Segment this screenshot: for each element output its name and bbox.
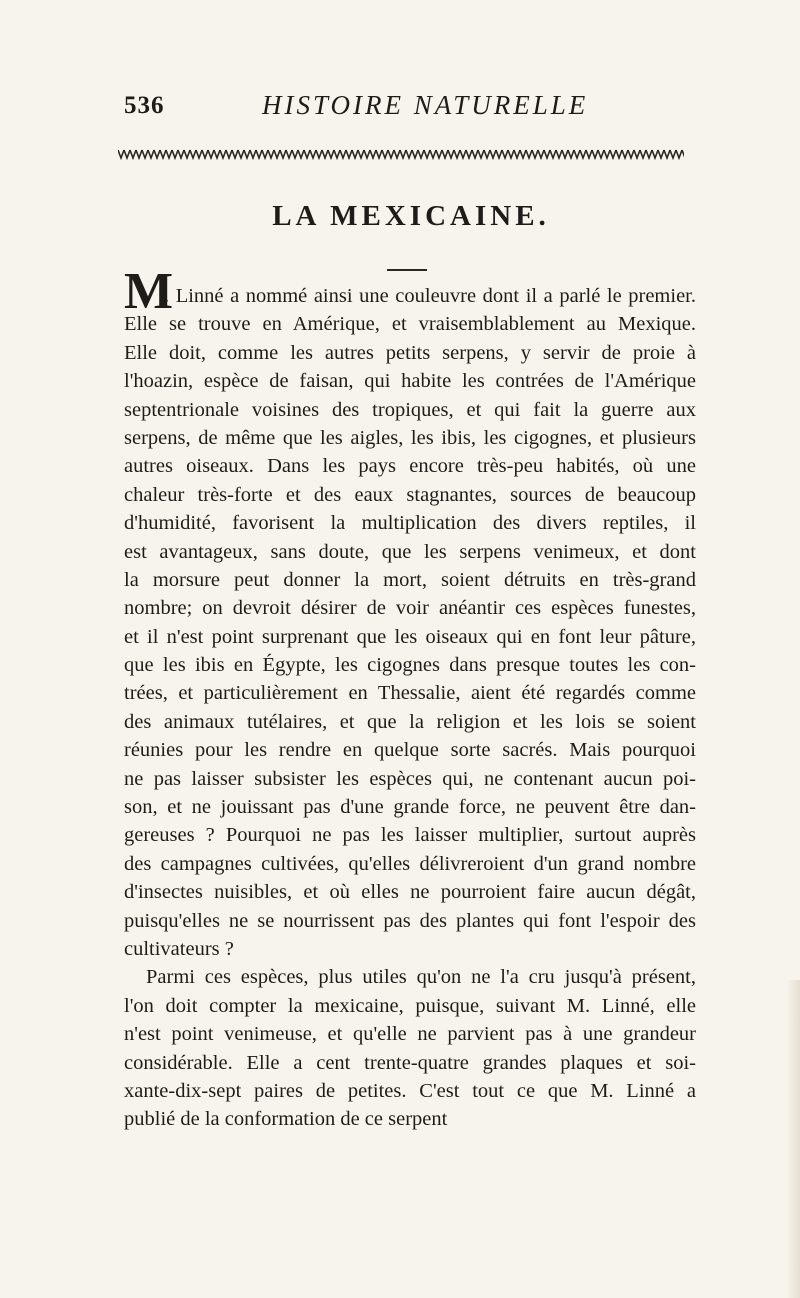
text-line: xante-dix-sept paires de petites. C'est tout ce que M. Linné a	[124, 1079, 696, 1102]
text-line: trées, et particulièrement en Thessalie, aient été regardés comme	[124, 682, 696, 705]
text-line: la morsure peut donner la mort, soient détruits en très-grand	[124, 568, 696, 591]
text-line: des animaux tutélaires, et que la religion et les lois se soient	[124, 710, 696, 733]
article-title: LA MEXICAINE.	[272, 200, 550, 232]
text-line: cultivateurs ?	[124, 937, 234, 960]
text-line: puisqu'elles ne se nourrissent pas des plantes qui font l'espoir des	[124, 909, 696, 932]
page-edge-shadow	[786, 980, 800, 1298]
text-line: n'est point venimeuse, et qu'elle ne parvient pas à une grandeur	[124, 1023, 696, 1046]
text-line: considérable. Elle a cent trente-quatre grandes plaques et soi-	[124, 1051, 696, 1074]
text-line: d'insectes nuisibles, et où elles ne pourroient faire aucun dégât,	[124, 881, 696, 904]
text-line: est avantageux, sans doute, que les serpens venimeux, et dont	[124, 540, 696, 563]
text-line: . Linné a nommé ainsi une couleuvre dont il a parlé le premier.	[164, 285, 696, 307]
running-title: HISTOIRE NATURELLE	[262, 90, 589, 120]
page-number: 536	[124, 92, 165, 119]
text-line: autres oiseaux. Dans les pays encore très-peu habités, où une	[124, 455, 696, 478]
text-line: nombre; on devroit désirer de voir anéantir ces espèces funestes,	[124, 597, 696, 620]
text-line: gereuses ? Pourquoi ne pas les laisser multiplier, surtout auprès	[124, 824, 696, 847]
title-underline	[387, 269, 427, 271]
text-line: Parmi ces espèces, plus utiles qu'on ne l'a cru jusqu'à présent,	[146, 966, 696, 989]
text-line: ne pas laisser subsister les espèces qui, ne contenant aucun poi-	[124, 767, 696, 790]
text-line: et il n'est point surprenant que les oiseaux qui en font leur pâture,	[124, 625, 696, 648]
body-text	[124, 282, 696, 1134]
text-line: septentrionale voisines des tropiques, et qui fait la guerre aux	[124, 398, 696, 421]
text-line: l'on doit compter la mexicaine, puisque, suivant M. Linné, elle	[124, 994, 696, 1017]
text-line: Elle doit, comme les autres petits serpens, y servir de proie à	[124, 341, 696, 364]
page-header	[0, 86, 800, 126]
text-line: l'hoazin, espèce de faisan, qui habite les contrées de l'Amérique	[124, 370, 696, 393]
ornamental-rule	[118, 146, 684, 162]
text-line: publié de la conformation de ce serpent	[124, 1108, 448, 1131]
text-line: que les ibis en Égypte, les cigognes dans presque toutes les con-	[124, 654, 696, 677]
drop-cap: M	[124, 263, 174, 320]
text-line: chaleur très-forte et des eaux stagnantes, sources de beaucoup	[124, 483, 696, 506]
text-line: Elle se trouve en Amérique, et vraisemblablement au Mexique.	[124, 313, 696, 336]
text-line: réunies pour les rendre en quelque sorte sacrés. Mais pourquoi	[124, 739, 696, 762]
text-line: son, et ne jouissant pas d'une grande force, ne peuvent être dan-	[124, 796, 696, 819]
text-line: serpens, de même que les aigles, les ibis, les cigognes, et plusieurs	[124, 426, 696, 449]
text-line: d'humidité, favorisent la multiplication des divers reptiles, il	[124, 512, 696, 535]
text-line: des campagnes cultivées, qu'elles délivreroient d'un grand nombre	[124, 852, 696, 875]
